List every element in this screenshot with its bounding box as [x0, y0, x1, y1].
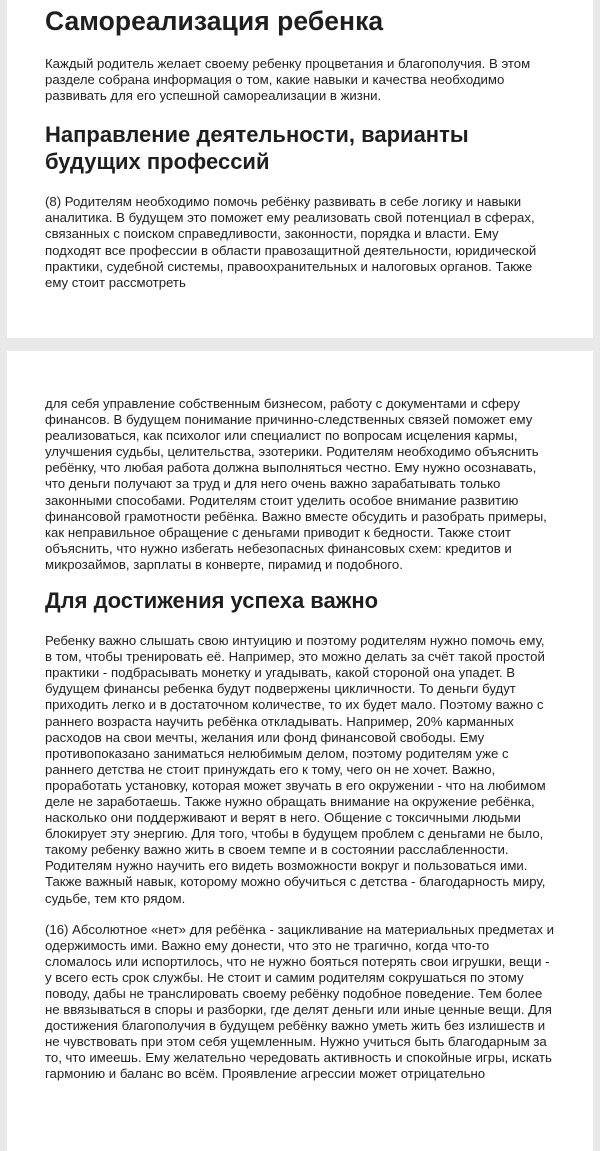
document-page-2	[7, 351, 593, 1151]
paragraph-direction: (8) Родителям необходимо помочь ребёнку развивать в себе логику и навыки аналитика. В будущем это поможет ему реализовать свой потенциал в сферах, связанных с поиском справедливости, законности, порядка и власти. Ему подходят все профессии в области правозащитной деятельности, юридической практики, судебной системы, правоохранительных и налоговых органов. Также ему стоит рассмотреть	[45, 194, 537, 290]
paragraph-success: Ребенку важно слышать свою интуицию и поэтому родителям нужно помочь ему, в том, чтобы тренировать её. Например, это можно делать за счёт такой простой практики - подбрасывать монетку и угадывать, какой стороной она упадет. В будущем финансы ребенка будут подвержены цикличности. То деньги будут приходить легко и в достаточном количестве, то их будет мало. Поэтому важно с раннего возраста научить ребёнка откладывать. Например, 20% карманных расходов на свои мечты, желания или фонд финансовой свободы. Ему противопоказано заниматься нелюбимым делом, поэтому родителям уже с раннего детства не стоит принуждать его к тому, чего он не хочет. Важно, проработать установку, которая может звучать в его окружении - что на любимом деле не заработаешь. Также нужно обращать внимание на окружение ребёнка, насколько они поддерживают и верят в него. Общение с токсичными людьми блокирует эту энергию. Для того, чтобы в будущем проблем с деньгами не было, такому ребенку важно жить в своем темпе и в состоянии расслабленности. Родителям нужно научить его видеть возможности вокруг и пользоваться ими. Также важный навык, которому можно обучиться с детства - благодарность миру, судьбе, тем кто рядом.	[45, 633, 546, 906]
paragraph-direction-continued: для себя управление собственным бизнесом, работу с документами и сферу финансов. В будущем понимание причинно-следственных связей поможет ему реализоваться, как психолог или специалист по вопросам исцеления кармы, улучшения судьбы, целительства, эзотерики. Родителям необходимо объяснить ребёнку, что любая работа должна выполняться честно. Ему нужно осознавать, что деньги получают за труд и для него очень важно зарабатывать только законными способами. Родителям стоит уделить особое внимание развитию финансовой грамотности ребёнка. Важно вместе обсудить и разобрать примеры, как неправильное обращение с деньгами приводит к бедности. Также стоит объяснить, что нужно избегать небезопасных финансовых схем: кредитов и микрозаймов, зарплаты в конверте, пирамид и подобного.	[45, 396, 547, 572]
page-title: Самореализация ребенка	[45, 6, 384, 36]
document-page-1	[7, 0, 593, 338]
intro-paragraph: Каждый родитель желает своему ребенку процветания и благополучия. В этом разделе собрана информация о том, какие навыки и качества необходимо развивать для его успешной самореализации в жизни.	[45, 56, 531, 104]
section-heading-success: Для достижения успеха важно	[45, 588, 379, 614]
paragraph-absolute-no: (16) Абсолютное «нет» для ребёнка - зацикливание на материальных предметах и одержимость ими. Важно ему донести, что это не трагично, когда что-то сломалось или испортилось, что не нужно бояться потерять свои игрушки, вещи - у всего есть срок службы. Не стоит и самим родителям сокрушаться по этому поводу, дабы не транслировать своему ребёнку подобное поведение. Тем более не ввязываться в споры и разборки, где делят деньги или иные ценные вещи. Для достижения благополучия в будущем ребёнку важно уметь жить без излишеств и не чувствовать при этом себя ущемленным. Нужно учиться быть благодарным за то, что имеешь. Ему желательно чередовать активность и спокойные игры, искать гармонию и баланс во всём. Проявление агрессии может отрицательно	[45, 921, 554, 1082]
section-heading-direction: Направление деятельности, варианты будущих профессий	[45, 122, 469, 175]
